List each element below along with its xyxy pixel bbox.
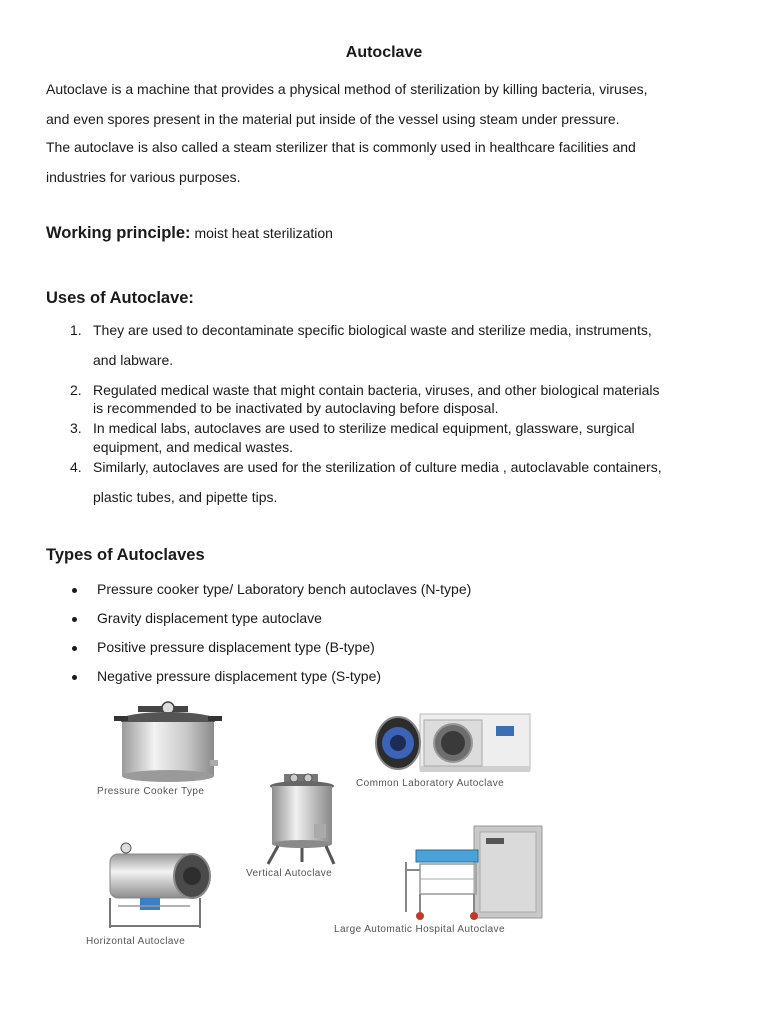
pressure-cooker-illustration [108, 700, 228, 786]
list-item-line: Similarly, autoclaves are used for the sterilization of culture media , autoclavable containers, [93, 459, 662, 475]
working-principle-value: moist heat sterilization [194, 225, 333, 241]
list-item-text: Negative pressure displacement type (S-type) [97, 668, 382, 684]
uses-heading: Uses of Autoclave: [46, 289, 194, 307]
list-number: 1. [70, 322, 82, 338]
bullet-icon [72, 646, 77, 651]
intro-line: industries for various purposes. [46, 169, 241, 185]
list-item-line: They are used to decontaminate specific biological waste and sterilize media, instruments, [93, 322, 652, 338]
list-item-line: is recommended to be inactivated by autoclaving before disposal. [93, 400, 499, 416]
list-item-line: Regulated medical waste that might contain bacteria, viruses, and other biological materials [93, 382, 660, 398]
list-item-line: plastic tubes, and pipette tips. [93, 489, 278, 505]
figure-caption: Pressure Cooker Type [97, 786, 205, 797]
bullet-icon [72, 617, 77, 622]
horizontal-autoclave-illustration [100, 832, 220, 932]
working-principle [46, 224, 333, 243]
lab-autoclave-illustration [368, 710, 536, 776]
list-item-line: equipment, and medical wastes. [93, 439, 293, 455]
hospital-autoclave-illustration [396, 822, 546, 922]
intro-line: and even spores present in the material put inside of the vessel using steam under pressure. [46, 111, 620, 127]
document-title: Autoclave [345, 44, 423, 61]
bullet-icon [72, 675, 77, 680]
list-number: 3. [70, 420, 82, 436]
figure-caption: Vertical Autoclave [246, 868, 333, 879]
list-item-line: and labware. [93, 352, 174, 368]
figure-caption: Common Laboratory Autoclave [356, 778, 505, 789]
intro-line: The autoclave is also called a steam sterilizer that is commonly used in healthcare facilities and [46, 139, 636, 155]
working-principle-label: Working principle: [46, 224, 191, 242]
intro-paragraph-2 [46, 132, 726, 192]
list-item-line: In medical labs, autoclaves are used to sterilize medical equipment, glassware, surgical [93, 420, 635, 436]
figure-caption: Horizontal Autoclave [86, 936, 186, 947]
bullet-icon [72, 588, 77, 593]
list-item-text: Gravity displacement type autoclave [97, 610, 322, 626]
list-item-text: Positive pressure displacement type (B-type) [97, 639, 375, 655]
figure-caption: Large Automatic Hospital Autoclave [334, 924, 505, 935]
intro-line: Autoclave is a machine that provides a physical method of sterilization by killing bacteria, viruses, [46, 81, 648, 97]
vertical-autoclave-illustration [262, 772, 342, 866]
intro-paragraph [46, 74, 726, 134]
types-heading: Types of Autoclaves [46, 546, 205, 564]
list-number: 2. [70, 382, 82, 398]
list-number: 4. [70, 459, 82, 475]
list-item-text: Pressure cooker type/ Laboratory bench autoclaves (N-type) [97, 581, 472, 597]
